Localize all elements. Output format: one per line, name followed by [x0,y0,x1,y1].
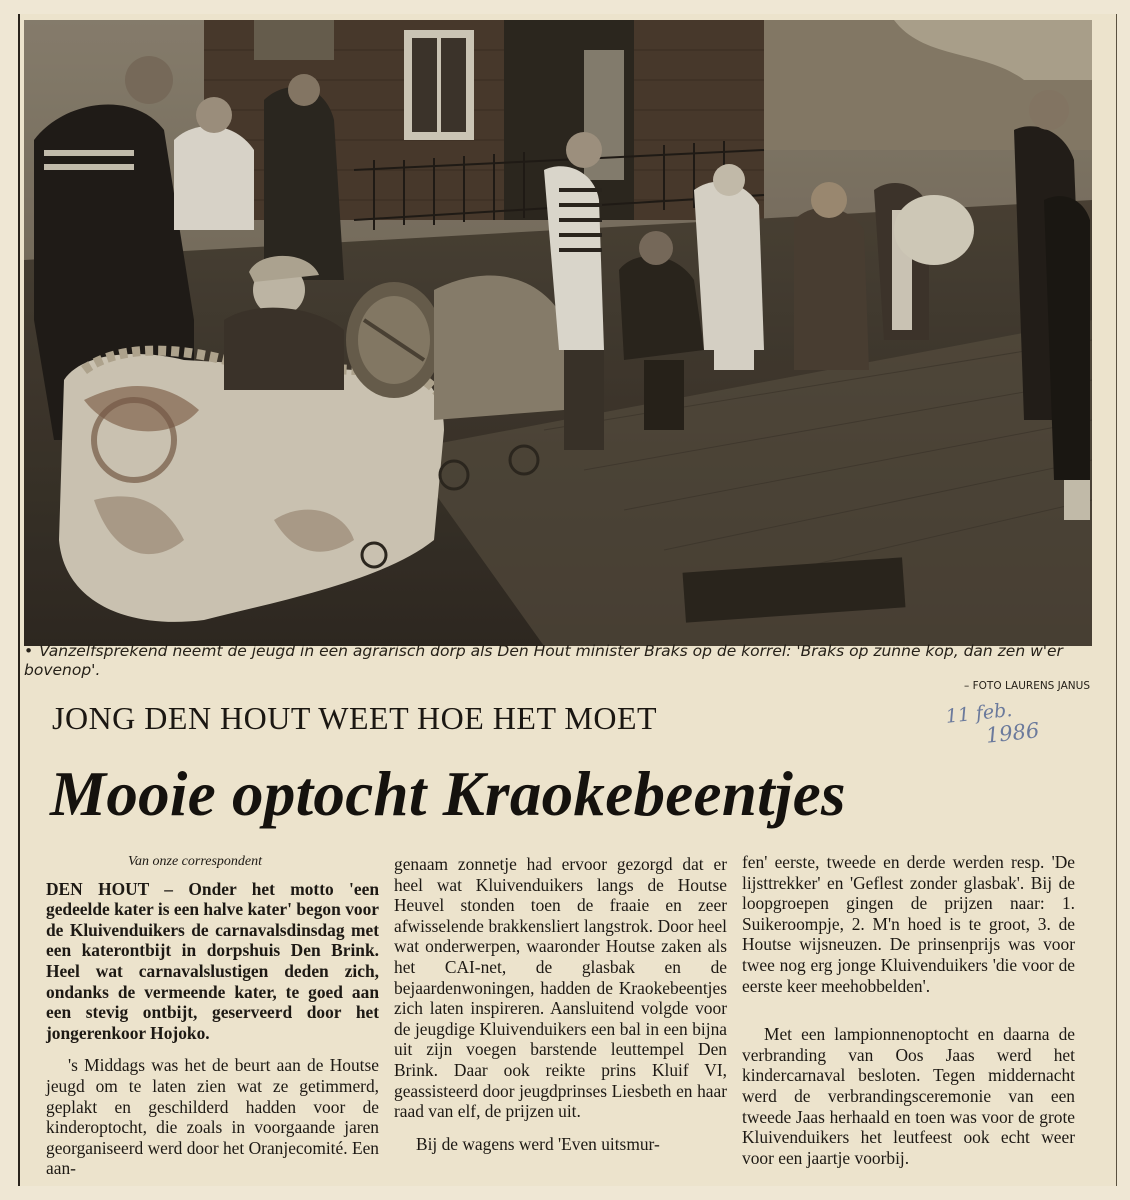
paragraph: Met een lampionnenoptocht en daarna de verbranding van Oos Jaas werd het kindercarnaval besloten. Tegen middernacht werd de verbrandingsceremonie van een tweede Jaas herhaald en toen was voor de grote Kluivenduikers het leutfeest ook echt weer voor een jaartje voorbij. [742,1024,1075,1168]
news-photo [24,20,1092,646]
article-column-3 [742,852,1075,1168]
caption-text: Vanzelfsprekend neemt de jeugd in een agrarisch dorp als Den Hout minister Braks op de korrel: 'Braks op zunne kop, dan zen w'er bovenop'. [24,642,1063,679]
kicker-headline: JONG DEN HOUT WEET HOE HET MOET [52,700,658,736]
lead-paragraph [46,879,379,1044]
paragraph: fen' eerste, tweede en derde werden resp. 'De lijsttrekker' en 'Geflest zonder glasbak'. Bij de loopgroepen gingen de prijzen naar: 1. Suikeroompje, 2. M'n hoed is te groot, 3. de Houtse wijsneuzen. De prinsenprijs was voor twee nog erg jonge Kluivenduikers 'die voor de eerste keer meehobbelden'. [742,852,1075,996]
handwritten-day: 11 feb. [944,698,1014,728]
paragraph: genaam zonnetje had ervoor gezorgd dat er heel wat Kluivenduikers langs de Houtse Heuvel stonden toen de fraaie en zeer afwisselende brakkensliert langstrok. Door heel wat onderwerpen, waaronder Houtse zaken als het CAI-net, de glasbak en de bejaardenwoningen, hadden de Kraokebeentjes zich laten inspireren. Aansluitend volgde voor de jeugdige Kluivenduikers een bal in een bijna uit zijn voegen barstende leuttempel Den Brink. Daar ook reikte prins Kluif VI, geassisteerd door jeugdprinses Liesbeth en haar raad van elf, de prijzen uit. [394,854,727,1122]
caption-bullet: • [24,642,34,660]
dateline: DEN HOUT – [46,878,174,899]
photo-credit: – FOTO LAURENS JANUS [964,680,1090,692]
handwritten-year: 1986 [984,718,1041,748]
article-column-2 [394,854,727,1154]
paragraph: Bij de wagens werd 'Even uitsmur- [416,1133,660,1154]
main-headline: Mooie optocht Kraokebeentjes [50,759,846,829]
byline: Van onze correspondent [128,854,263,869]
article-column-1 [46,852,379,1179]
lead-text: Onder het motto 'een gedeelde kater is een halve kater' begon voor de Kluivenduikers de carnavalsdinsdag met een katerontbijt in dorpshuis Den Brink. Heel wat carnavalslustigen deden zich, ondanks de vermeende kater, te goed aan een stevig ontbijt, geserveerd door het jongerenkoor Hojoko. [46,878,379,1043]
paragraph: 's Middags was het de beurt aan de Houtse jeugd om te laten zien wat ze getimmerd, geplakt en geschilderd hadden voor de kinderoptocht, die zoals in voorgaande jaren georganiseerd werd door het Oranjecomité. Een aan- [46,1055,379,1179]
photo-carnival-parade [24,20,1092,646]
photo-caption [24,642,1092,680]
